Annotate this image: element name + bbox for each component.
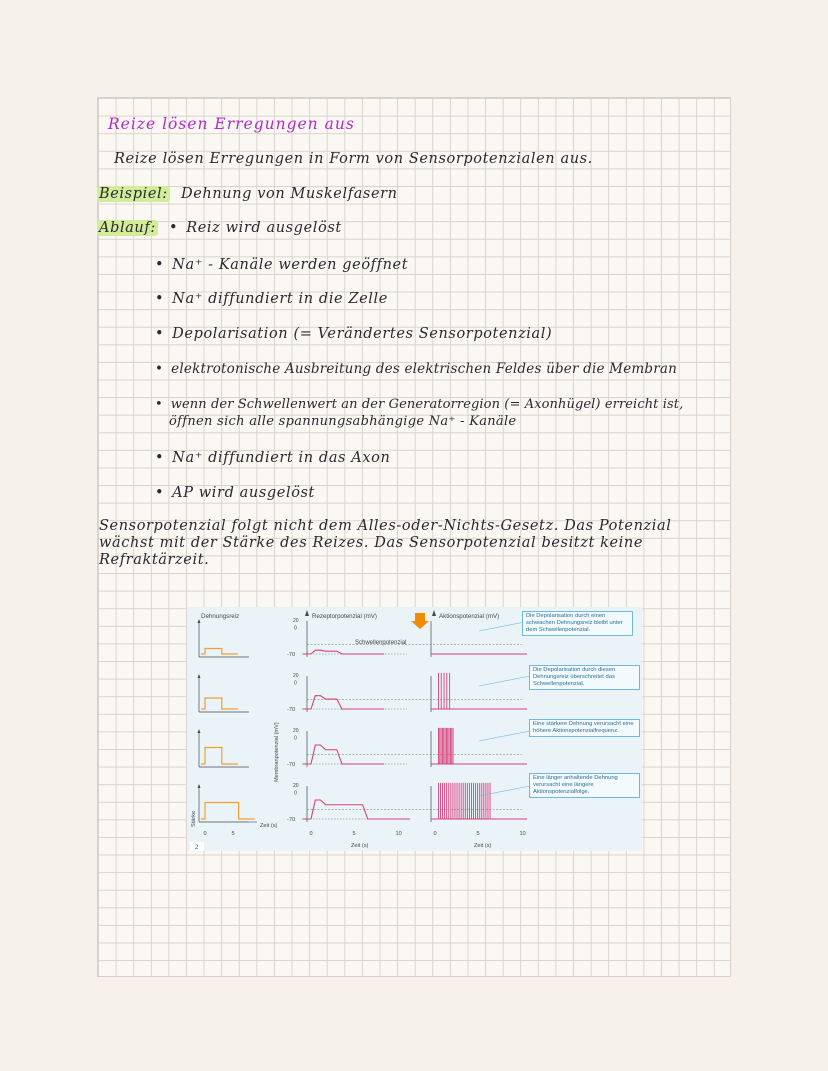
- stimulus-trace: [201, 649, 238, 655]
- example-label: Beispiel:: [99, 186, 168, 202]
- stimulus-x-tick-label: 0: [203, 831, 207, 837]
- axis-arrow: [198, 784, 201, 788]
- process-line: [97, 220, 342, 236]
- receptor-y-tick-label: 20: [293, 782, 299, 789]
- receptor-y-tick-label: 0: [294, 680, 297, 687]
- process-step: • Na⁺ diffundiert in die Zelle: [155, 291, 388, 307]
- annotation-connector: [479, 731, 530, 741]
- receptor-x-tick-label: 5: [352, 831, 356, 837]
- stretch-receptor-figure: [187, 607, 642, 851]
- receptor-x-tick-label: 0: [309, 831, 313, 837]
- orange-arrow-icon: [411, 613, 429, 629]
- ap-x-tick-label: 5: [476, 831, 480, 837]
- process-step-continuation: öffnen sich alle spannungsabhängige Na⁺ - Kanäle: [169, 414, 517, 429]
- stimulus-trace: [201, 748, 238, 765]
- time-label-stimulus: Zeit (s): [260, 823, 278, 829]
- receptor-y-tick-label: 20: [293, 672, 299, 679]
- receptor-potential-trace: [302, 650, 384, 654]
- receptor-y-tick-label: 20: [293, 617, 299, 624]
- annotation-1: Die Depolarisation durch einen schwachen Dehnungsreiz bleibt unter dem Schwellenpotenzial.: [522, 611, 633, 636]
- annotation-2: Die Depolarisation durch diesen Dehnungsreiz überschreitet das Schwellenpotenzial.: [529, 665, 640, 690]
- ap-x-tick-label: 10: [519, 831, 526, 837]
- example-text: Dehnung von Muskelfasern: [180, 186, 398, 202]
- receptor-y-tick-label: 0: [294, 735, 297, 742]
- axis-arrow: [198, 729, 201, 733]
- process-step: • Reiz wird ausgelöst: [169, 220, 342, 236]
- process-step: • AP wird ausgelöst: [155, 485, 315, 501]
- process-step: • elektrotonische Ausbreitung des elektrischen Feldes über die Membran: [155, 361, 677, 377]
- stimulus-trace: [201, 698, 238, 709]
- time-label-ap: Zeit (s): [474, 843, 492, 849]
- receptor-y-tick-label: -70: [287, 707, 296, 713]
- threshold-label: Schwellenpotenzial: [355, 640, 407, 646]
- process-step: • Na⁺ - Kanäle werden geöffnet: [155, 257, 408, 273]
- y-axis-label: Membranpotenzial (mV): [274, 722, 280, 782]
- intro-text: Reize lösen Erregungen in Form von Sensorpotenzialen aus.: [114, 151, 593, 167]
- stimulus-trace: [201, 803, 255, 820]
- receptor-potential-trace: [302, 696, 384, 709]
- receptor-y-tick-label: 0: [294, 790, 297, 797]
- receptor-y-tick-label: -70: [287, 652, 296, 658]
- stimulus-x-tick-label: 5: [231, 831, 235, 837]
- annotation-connector: [479, 676, 530, 686]
- annotation-4: Eine länger anhaltende Dehnung verursacht eine längere Aktionspotenzialfolge.: [529, 773, 640, 798]
- receptor-y-tick-label: 20: [293, 727, 299, 734]
- time-label-receptor: Zeit (s): [351, 843, 369, 849]
- receptor-y-tick-label: -70: [287, 817, 296, 823]
- process-step: • Depolarisation (= Verändertes Sensorpotenzial): [155, 326, 552, 342]
- receptor-x-tick-label: 10: [395, 831, 402, 837]
- annotation-3: Eine stärkere Dehnung verursacht eine höhere Aktionspotenzialfrequenz.: [529, 719, 640, 737]
- strength-label: Stärke: [191, 810, 197, 827]
- summary-text: Sensorpotenzial folgt nicht dem Alles-oder-Nichts-Gesetz. Das Potenzial wächst mit der Stärke des Reizes. Das Sensorpotenzial besitzt keine Refraktärzeit.: [99, 518, 672, 568]
- example-line: [97, 186, 398, 202]
- panel-title: Aktionspotenzial (mV): [439, 613, 500, 620]
- annotation-connector: [479, 786, 530, 796]
- ap-x-tick-label: 0: [433, 831, 437, 837]
- process-label: Ablauf:: [99, 220, 156, 236]
- figure-number: 2: [195, 845, 199, 851]
- process-step: • Na⁺ diffundiert in das Axon: [155, 450, 390, 466]
- panel-title: Dehnungsreiz: [201, 613, 240, 620]
- receptor-y-tick-label: 0: [294, 625, 297, 632]
- axis-arrow: [198, 674, 201, 678]
- process-step: • wenn der Schwellenwert an der Generatorregion (= Axonhügel) erreicht ist,: [155, 397, 683, 412]
- receptor-y-tick-label: -70: [287, 762, 296, 768]
- axis-arrow: [432, 610, 436, 616]
- page-title: Reize lösen Erregungen aus: [108, 115, 355, 133]
- panel-title: Rezeptorpotenzial (mV): [312, 613, 377, 620]
- axis-arrow: [305, 610, 309, 616]
